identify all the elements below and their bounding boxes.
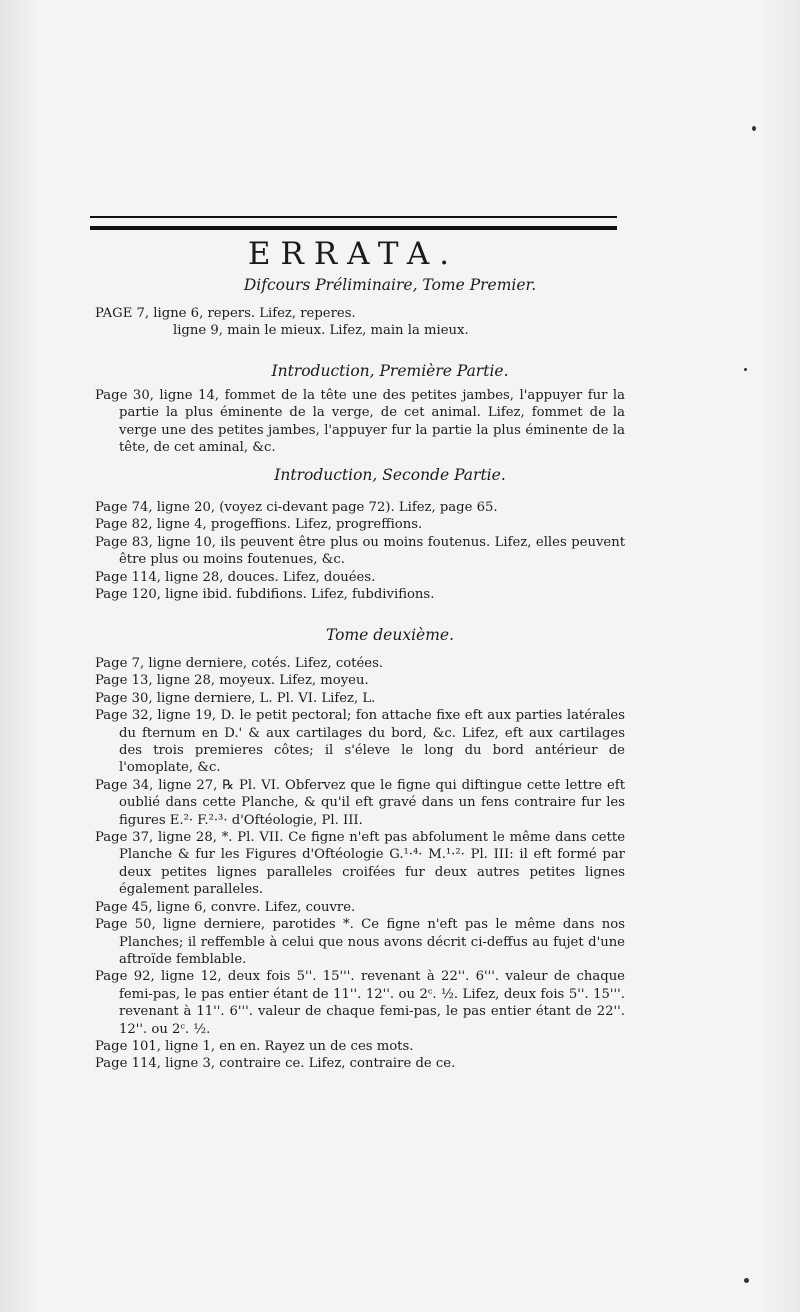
- errata-entry: Page 13, ligne 28, moyeux. Lifez, moyeu.: [95, 673, 369, 689]
- section-entries: [95, 499, 625, 603]
- errata-entry: Page 74, ligne 20, (voyez ci-devant page 72). Lifez, page 65.: [95, 500, 498, 515]
- paper-speck: [744, 368, 747, 371]
- errata-entry: Page 114, ligne 3, contraire ce. Lifez, contraire de ce.: [95, 1056, 456, 1072]
- errata-entry: Page 120, ligne ibid. fubdifions. Lifez, fubdivifions.: [95, 587, 435, 603]
- errata-entry: PAGE 7, ligne 6, repers. Lifez, reperes.: [95, 306, 356, 321]
- errata-entry: Page 92, ligne 12, deux fois 5''. 15'''. revenant à 22''. 6'''. valeur de chaque femi-pas, le pas entier étant de 11''. 12''. ou 2ᶜ. ½. Lifez, deux fois 5''. 15'''. revenant à 11''. 6'''. valeur de chaque femi-pas, le pas entier étant de 22''. 12''. ou 2ᶜ. ½.: [95, 969, 625, 1037]
- errata-entry: Page 30, ligne 14, fommet de la tête une des petites jambes, l'appuyer fur la partie la plus éminente de la verge, de cet animal. Lifez, fommet de la verge une des petites jambes, l'appuyer fur la partie la plus éminente de la tête, de cet aminal, &c.: [95, 388, 625, 456]
- page-title: ERRATA.: [247, 236, 460, 272]
- errata-entry: ligne 9, main le mieux. Lifez, main la mieux.: [173, 323, 469, 339]
- paper-speck: [752, 126, 756, 131]
- paper-speck: [744, 1278, 749, 1283]
- errata-entry: Page 45, ligne 6, convre. Lifez, couvre.: [95, 899, 356, 915]
- section-entries: [95, 305, 625, 340]
- errata-entry: Page 82, ligne 4, progeffions. Lifez, progreffions.: [95, 517, 423, 533]
- errata-entry: Page 7, ligne derniere, cotés. Lifez, cotées.: [95, 656, 384, 671]
- errata-entry: Page 37, ligne 28, *. Pl. VII. Ce figne n'eft pas abfolument le même dans cette Planche & fur les Figures d'Oftéologie G.¹·⁴· M.¹·²· Pl. III: il eft formé par deux petites lignes paralleles croifées fur deux autres petites lignes également paralleles.: [95, 830, 625, 898]
- errata-entry: Page 34, ligne 27, ℞ Pl. VI. Obfervez que le figne qui diftingue cette lettre eft oublié dans cette Planche, & qu'il eft gravé dans un fens contraire fur les figures E.²· F.²·³· d'Oftéologie, Pl. III.: [95, 777, 625, 828]
- section-entries: [95, 387, 625, 457]
- errata-entry: Page 83, ligne 10, ils peuvent être plus ou moins foutenus. Lifez, elles peuvent être plus ou moins foutenues, &c.: [95, 534, 625, 568]
- section-heading: Introduction, Première Partie.: [271, 362, 509, 380]
- header-rule: [90, 216, 617, 230]
- errata-entry: Page 101, ligne 1, en en. Rayez un de ces mots.: [95, 1038, 414, 1054]
- section-heading: Difcours Préliminaire, Tome Premier.: [243, 276, 537, 294]
- section-heading: Tome deuxième.: [325, 626, 454, 644]
- errata-entry: Page 30, ligne derniere, L. Pl. VI. Lifez, L.: [95, 690, 376, 706]
- errata-entry: Page 32, ligne 19, D. le petit pectoral; fon attache fixe eft aux parties latérales du fternum en D.' & aux cartilages du bord, &c. Lifez, eft aux cartilages des trois premieres côtes; il s'éleve le long du bord antérieur de l'omoplate, &c.: [95, 708, 625, 776]
- section-heading: Introduction, Seconde Partie.: [274, 466, 506, 484]
- section-entries: [95, 655, 625, 1073]
- errata-entry: Page 50, ligne derniere, parotides *. Ce figne n'eft pas le même dans nos Planches; il reffemble à celui que nous avons décrit ci-deffus au fujet d'une aftroïde femblable.: [95, 917, 625, 967]
- errata-entry: Page 114, ligne 28, douces. Lifez, douées.: [95, 569, 376, 585]
